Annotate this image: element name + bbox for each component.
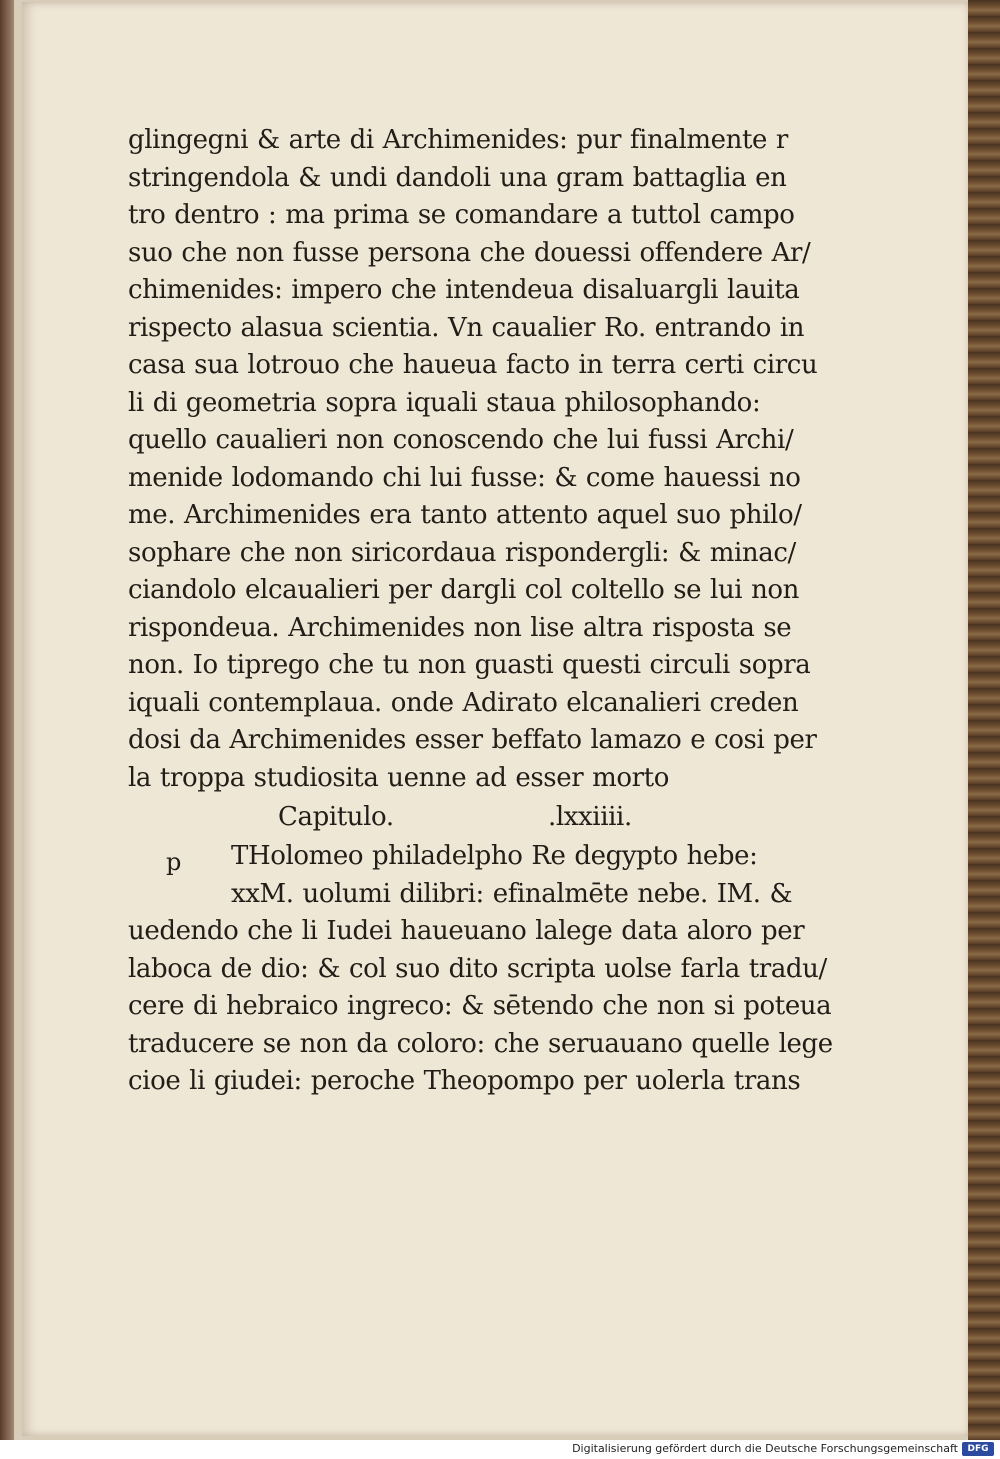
paragraph-bottom [128,913,833,1101]
chapter-title: Capitulo. [278,802,394,832]
text-line: quello caualieri non conoscendo che lui fussi Archi/ [128,425,794,455]
text-line: rispecto alasua scientia. Vn caualier Ro. entrando in [128,312,805,343]
text-line: li di geometria sopra iquali staua philosophando: [128,387,761,418]
text-line: menide lodomando chi lui fusse: & come hauessi no [128,462,801,493]
text-line: chimenides: impero che intendeua disaluargli lauita [128,275,800,305]
footer-bar [0,1440,1000,1459]
text-line: uedendo che li Iudei haueuano lalege data aloro per [128,916,805,946]
text-line: stringendola & undi dandoli una gram battaglia en [128,162,787,193]
indented-line [128,837,808,875]
text-line: THolomeo philadelpho Re degypto hebe: [231,841,758,871]
text-line: laboca de dio: & col suo dito scripta uolse farla tradu/ [128,953,827,984]
text-line: iquali contemplaua. onde Adirato elcanalieri creden [128,687,799,718]
text-line: traducere se non da coloro: che seruauano quelle lege [128,1028,833,1059]
book-cover-right [968,0,1000,1440]
text-line: rispondeua. Archimenides non lise altra risposta se [128,612,792,643]
text-line: xxM. uolumi dilibri: efinalmēte nebe. IM. & [231,879,793,909]
text-line: me. Archimenides era tanto attento aquel suo philo/ [128,500,802,530]
text-line: suo che non fusse persona che douessi offendere Ar/ [128,237,811,268]
guide-letter: p [166,848,181,876]
text-line: tro dentro : ma prima se comandare a tuttol campo [128,200,795,230]
printed-text-block [128,122,833,1101]
chapter-heading [128,797,808,837]
text-line: la troppa studiosita uenne ad esser morto [128,762,669,793]
text-line: sophare che non siricordaua rispondergli: & minac/ [128,537,796,568]
paragraph-top [128,122,818,797]
text-line: non. Io tiprego che tu non guasti questi circuli sopra [128,650,811,680]
footer-credit: Digitalisierung gefördert durch die Deutsche Forschungsgemeinschaft [572,1442,958,1455]
indented-line [128,875,808,913]
dfg-logo: DFG [962,1442,994,1456]
text-line: cioe li giudei: peroche Theopompo per uolerla trans [128,1066,801,1096]
text-line: casa sua lotrouo che haueua facto in terra certi circu [128,350,818,380]
text-line: cere di hebraico ingreco: & sētendo che non si poteua [128,991,832,1021]
text-line: dosi da Archimenides esser beffato lamazo e cosi per [128,725,817,755]
text-line: glingegni & arte di Archimenides: pur finalmente r [128,125,788,155]
chapter-number: .lxxiiii. [548,802,632,832]
text-line: ciandolo elcaualieri per dargli col coltello se lui non [128,575,800,605]
